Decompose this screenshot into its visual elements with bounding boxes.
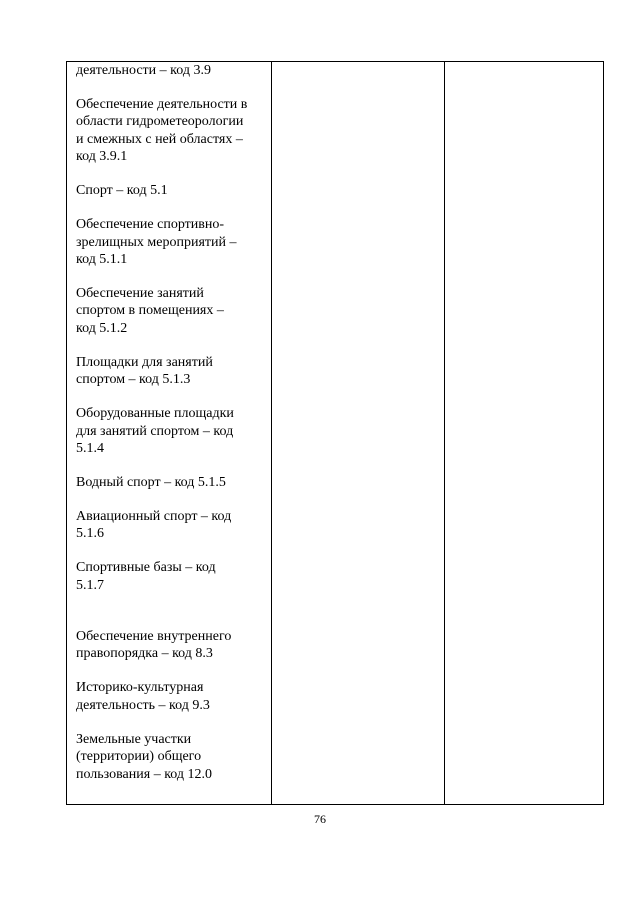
table-entry: Спорт – код 5.1 <box>76 183 168 199</box>
table-entry: Обеспечение занятий спортом в помещениях – код 5.1.2 <box>76 286 224 336</box>
table-entry: Земельные участки (территории) общего пользования – код 12.0 <box>76 731 213 782</box>
table-entry: Водный спорт – код 5.1.5 <box>76 475 226 491</box>
table-entry: Авиационный спорт – код 5.1.6 <box>76 509 232 542</box>
table-entry: Оборудованные площадки для занятий спортом – код 5.1.4 <box>76 406 234 457</box>
table-entry: Спортивные базы – код 5.1.7 <box>76 560 216 593</box>
table-entry: Обеспечение внутреннего правопорядка – код 8.3 <box>76 628 232 662</box>
table-column-empty-2 <box>272 62 445 804</box>
table-entry: Обеспечение деятельности в области гидрометеорологии и смежных с ней областях – код 3.9.1 <box>76 97 248 165</box>
page-number: 76 <box>314 812 326 826</box>
table-column-empty-3 <box>445 62 603 804</box>
table-entry: Обеспечение спортивно- зрелищных мероприятий – код 5.1.1 <box>76 217 237 268</box>
table-entry: Площадки для занятий спортом – код 5.1.3 <box>76 354 213 388</box>
table-entry: деятельности – код 3.9 <box>76 63 211 78</box>
document-table <box>66 61 604 805</box>
table-entry: Историко-культурная деятельность – код 9.3 <box>76 680 210 713</box>
table-column-land-use-types <box>67 62 272 804</box>
